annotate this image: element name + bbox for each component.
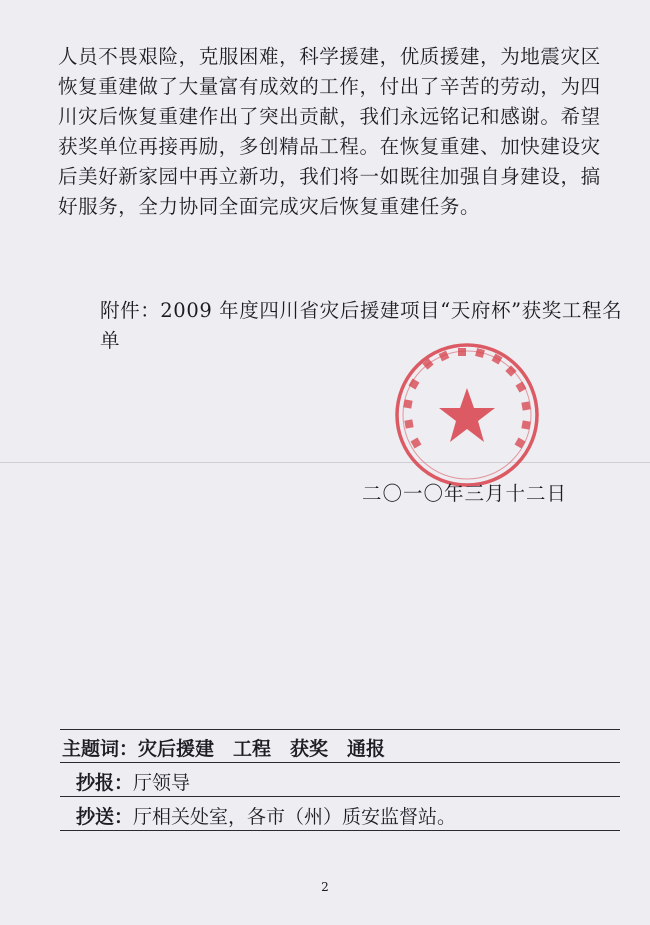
body-line: 人员不畏艰险，克服困难，科学援建，优质援建，为地震灾区 bbox=[58, 45, 601, 68]
page-number: 2 bbox=[321, 880, 329, 894]
attachment-line: 单 bbox=[100, 329, 121, 352]
divider bbox=[60, 830, 620, 831]
divider bbox=[60, 796, 620, 797]
report-to-value: 厅领导 bbox=[133, 772, 191, 794]
copy-to-value: 厅相关处室，各市（州）质安监督站。 bbox=[133, 806, 457, 828]
body-line: 川灾后恢复重建作出了突出贡献，我们永远铭记和感谢。希望 bbox=[58, 105, 601, 128]
copy-to bbox=[76, 802, 636, 829]
body-line: 获奖单位再接再励，多创精品工程。在恢复重建、加快建设灾 bbox=[58, 135, 601, 158]
body-line: 后美好新家园中再立新功，我们将一如既往加强自身建设，搞 bbox=[58, 165, 601, 188]
divider bbox=[60, 762, 620, 763]
subject-keywords-value: 灾后援建 工程 获奖 通报 bbox=[138, 738, 386, 760]
body-line: 好服务，全力协同全面完成灾后恢复重建任务。 bbox=[58, 195, 481, 218]
report-to bbox=[76, 768, 636, 795]
report-to-label: 抄报： bbox=[76, 772, 134, 794]
subject-keywords bbox=[62, 734, 622, 761]
body-paragraph bbox=[58, 42, 601, 222]
subject-keywords-label: 主题词： bbox=[62, 738, 139, 760]
copy-to-label: 抄送： bbox=[76, 806, 134, 828]
show-through-text bbox=[95, 512, 479, 533]
attachment-line: 附件：2009 年度四川省灾后援建项目“天府杯”获奖工程名 bbox=[100, 299, 623, 322]
paper-fold bbox=[0, 462, 650, 463]
official-seal-icon bbox=[392, 340, 542, 490]
issue-date: 二〇一〇年三月十二日 bbox=[362, 482, 568, 505]
divider bbox=[60, 729, 620, 730]
body-line: 恢复重建做了大量富有成效的工作，付出了辛苦的劳动，为四 bbox=[58, 75, 601, 98]
